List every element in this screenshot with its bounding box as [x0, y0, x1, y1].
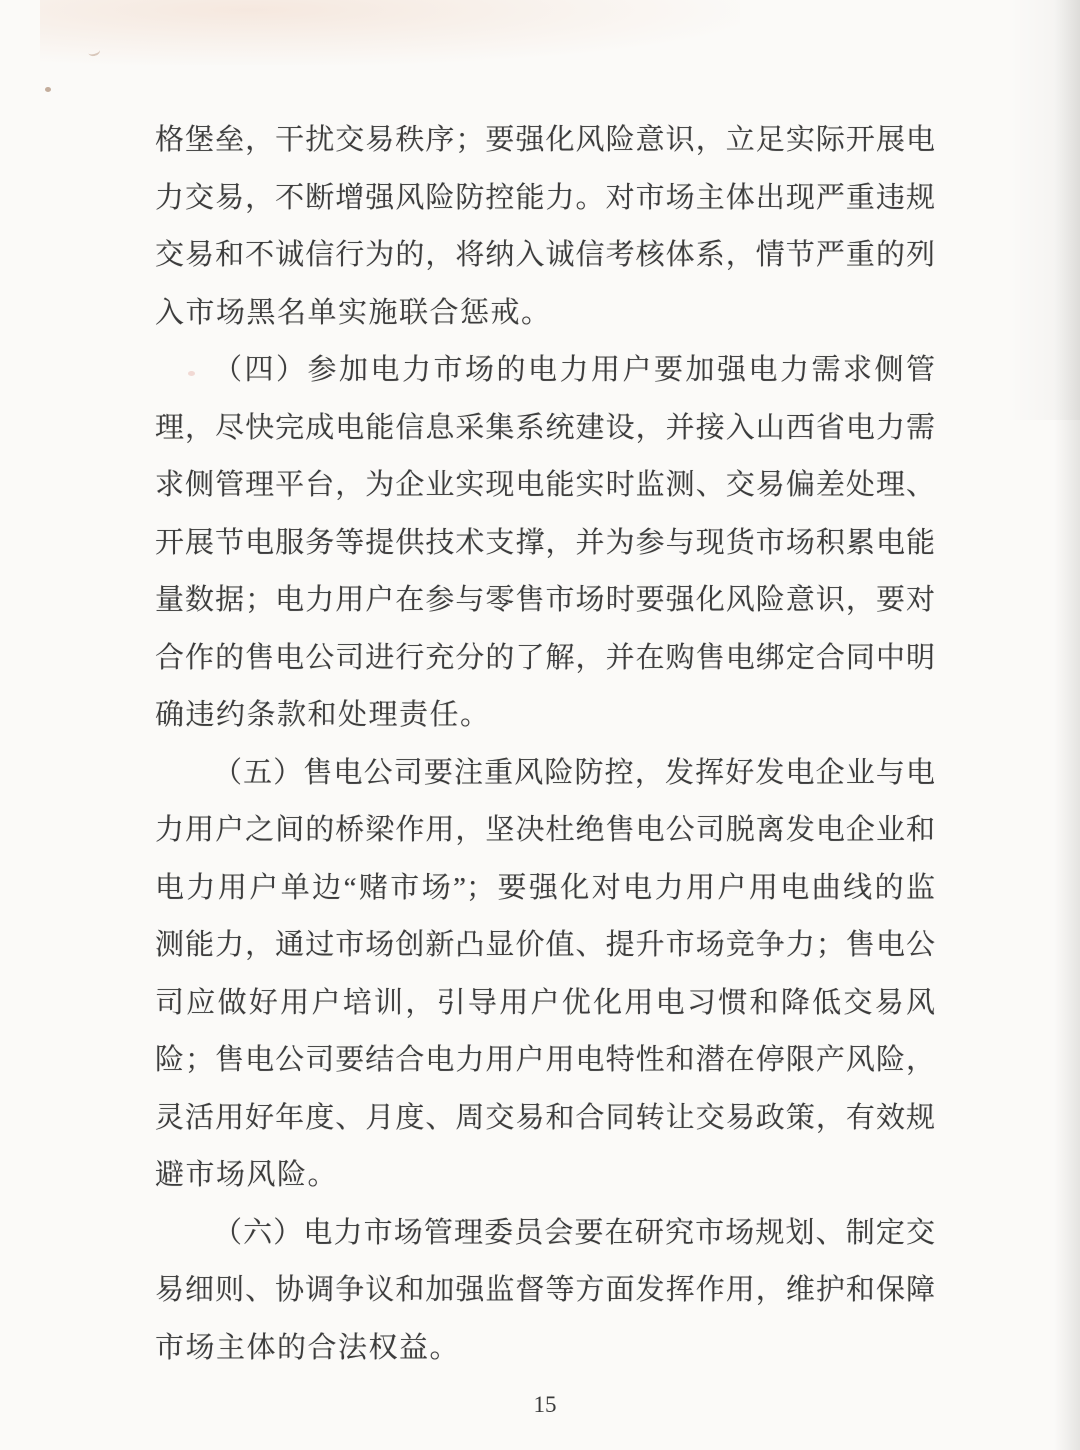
scan-speck [45, 87, 51, 92]
text-line: 避市场风险。 [155, 1159, 339, 1191]
text-line: （四）参加电力市场的电力用户要加强电力需求侧管 [213, 354, 935, 386]
text-line: 开展节电服务等提供技术支撑，并为参与现货市场积累电能 [155, 526, 935, 559]
text-line: 易细则、协调争议和加强监督等方面发挥作用，维护和保障 [155, 1274, 935, 1306]
text-line: 司应做好用户培训，引导用户优化用电习惯和降低交易风 [155, 986, 935, 1019]
text-line: 入市场黑名单实施联合惩戒。 [155, 296, 552, 329]
text-line: 合作的售电公司进行充分的了解，并在购售电绑定合同中明 [155, 641, 935, 674]
scan-speck [87, 46, 101, 58]
text-line: 险；售电公司要结合电力用户用电特性和潜在停限产风险， [155, 1044, 935, 1076]
text-line: 力交易，不断增强风险防控能力。对市场主体出现严重违规 [155, 181, 935, 214]
text-line: 交易和不诚信行为的，将纳入诚信考核体系，情节严重的列 [155, 239, 935, 271]
document-body [155, 112, 935, 1377]
scan-edge-shadow [1054, 0, 1080, 1450]
text-line: 确违约条款和处理责任。 [155, 699, 491, 731]
text-line: 格堡垒，干扰交易秩序；要强化风险意识，立足实际开展电 [155, 124, 935, 156]
text-line: （五）售电公司要注重风险防控，发挥好发电企业与电 [213, 756, 935, 789]
text-line: 市场主体的合法权益。 [155, 1331, 461, 1364]
text-line: 求侧管理平台，为企业实现电能实时监测、交易偏差处理、 [155, 469, 935, 501]
text-line: （六）电力市场管理委员会要在研究市场规划、制定交 [213, 1216, 935, 1249]
text-line: 量数据；电力用户在参与零售市场时要强化风险意识，要对 [155, 584, 935, 616]
page-number: 15 [533, 1392, 557, 1417]
text-line: 电力用户单边“赌市场”；要强化对电力用户用电曲线的监 [155, 871, 935, 904]
scan-smudge [40, 0, 740, 65]
text-line: 测能力，通过市场创新凸显价值、提升市场竞争力；售电公 [155, 929, 935, 961]
text-line: 力用户之间的桥梁作用，坚决杜绝售电公司脱离发电企业和 [155, 814, 935, 846]
text-line: 理，尽快完成电能信息采集系统建设，并接入山西省电力需 [155, 411, 935, 444]
text-line: 灵活用好年度、月度、周交易和合同转让交易政策，有效规 [155, 1101, 935, 1134]
scan-edge-shadow-top [1010, 0, 1080, 420]
